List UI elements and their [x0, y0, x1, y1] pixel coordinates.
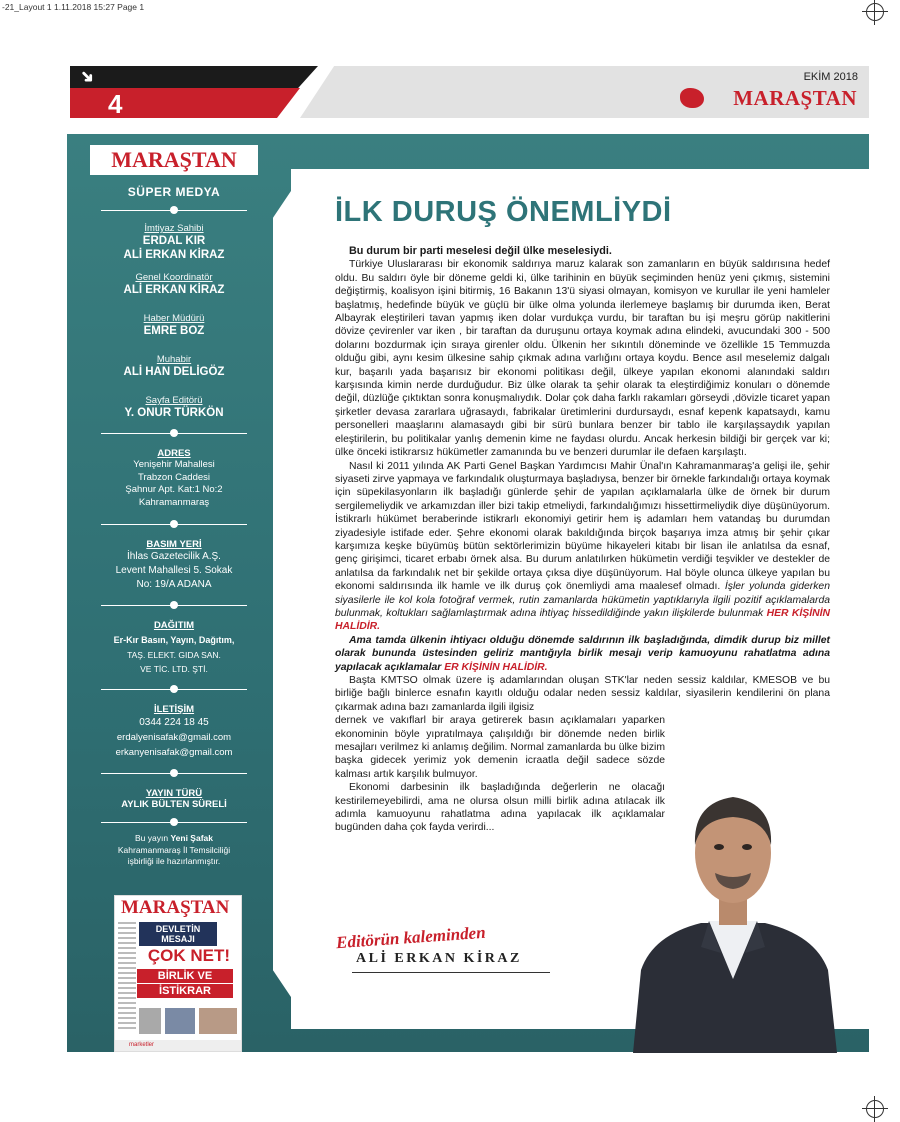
article-paragraph: dernek ve vakıflarl bir araya getirerek basın açıklamaları yaparken ekonominin böyle yıpratılmaya çalışıldığı bir dönemde neden birlik mesajları verilmez ki anlamış değilim. Normal zamanlarda bu ülke bizim başka gidecek yerimiz yok demenin icraatla değil sadece sözde kalması artık karşılık bulmuyor.: [335, 715, 665, 780]
print-line: İhlas Gazetecilik A.Ş.: [127, 551, 221, 562]
print-line: No: 19/A ADANA: [136, 579, 212, 590]
staff-name: EMRE BOZ: [143, 325, 205, 337]
publisher-name: SÜPER MEDYA: [127, 185, 221, 199]
staff-name: ALİ ERKAN KİRAZ: [123, 284, 225, 296]
divider: [101, 598, 247, 612]
header-black-band: [70, 66, 318, 88]
distribution-line: VE TİC. LTD. ŞTİ.: [140, 664, 208, 674]
contact-title: İLETİŞİM: [153, 703, 195, 715]
print-slug: -21_Layout 1 1.11.2018 15:27 Page 1: [2, 2, 145, 12]
cover-red-headline: BİRLİK VE: [137, 969, 233, 983]
staff-role: Genel Koordinatör: [135, 272, 213, 283]
article-lead: Bu durum bir parti meselesi değil ülke meselesiydi.: [349, 245, 612, 257]
distribution-line: TAŞ. ELEKT. GIDA SAN.: [127, 649, 221, 660]
staff-role: İmtiyaz Sahibi: [144, 223, 204, 234]
cover-headline: ÇOK NET!: [147, 946, 231, 965]
article-paragraph: Türkiye Uluslararası bir ekonomik saldırıya maruz kalarak son zamanların en büyük saldırısına hedef oldu. Bu saldırı öyle bir döneme geldi ki, ülke tarihinin en büyük seçiminden henüz yeni çıkmış, sistemini değiştirmiş, koalisyon işini bitirmiş, 16 Bakanın 13'ü siyasi olmayan, komisyon ve kurullar ile yeni hamleler başlatmış, hedefinde büyük ve güçlü bir ülke olma yolunda ilerlemeye başlamış bir durumda iken, Berat Albayrak eleştirileri tavan yapmış iken dolar vurdukça vurdu, bir taraftan bu işi meşru görüp nakitlerini dövize çevirenler var iken , bir taraftan da duruşunu ortaya koymak adına elindeki, avucundaki 300 - 500 dolarını bozdurmak için sıraya girenler oldu. Ülkenin her sıkıntılı döneminde ve özellikle 15 Temmuzda olduğu gibi, aynı kesim ülkesine sahip çıkmak adına varlığını ortaya koydu. Bence asıl meselemiz dalgalı kur, başarılı yada başarısız bir ekonomi politikası değil, ülkeye yapılan ekonomi alanındaki saldırı karşısında kimin nerde durduğudur. Biz ülke olarak ta şehir olarak ta eleştirdiğimiz konuları o dönemde değil, düzlüğe çıktıktan sonra konuşmalıydık. Dolar çok daha farklı rakamları görseydi ,dövizle ticaret yapan şirketler devasa zararlara uğrasaydı, fabrikalar üretimlerini durdursaydı, esnaf kepenk kapatsaydı, kamu personelleri maaşlarını alamasaydı gibi bir sürü bunlara benzer bir tablo ile karşılaşsaydık yapılan eleştirilerin, bu politikalar yanlış demenin kime ne faydası olurdu. Ancak herkesin bildiği bir gerçek var ki; ülke önceki istikrarsız hükümetler zamanında bu ve benzeri durumlar ile defaen karşılaştı.: [335, 259, 830, 459]
staff-role: Sayfa Editörü: [145, 395, 203, 406]
print-title: BASIM YERİ: [146, 539, 202, 550]
divider: [101, 517, 247, 531]
contact-email: erdalyenisafak@gmail.com: [116, 731, 232, 743]
publication-note: Bu yayın Yeni Şafak: [135, 833, 213, 843]
address-line: Trabzon Caddesi: [138, 471, 210, 483]
staff-name: ALİ ERKAN KİRAZ: [123, 249, 225, 261]
cover-text-column: [118, 922, 136, 1032]
print-line: Levent Mahallesi 5. Sokak: [115, 565, 233, 576]
staff-name: ALİ HAN DELİGÖZ: [123, 366, 225, 378]
issue-date: EKİM 2018: [803, 71, 858, 83]
signature-name: ALİ ERKAN KİRAZ: [356, 951, 522, 966]
article-paragraph: Ama tamda ülkenin ihtiyacı olduğu dönemde saldırının ilk başladığında, dimdik durup biz millet olarak bununda üstesinden geliriz mantığıyla birlik mesajı verip kamuoyunu rahatlatma adına yapılacak açıklamalar ER KİŞİNİN HALİDİR.: [335, 634, 830, 673]
article-paragraph: Nasıl ki 2011 yılında AK Parti Genel Başkan Yardımcısı Mahir Ünal'ın Kahramanmaraş'a gelişi ile, şehir siyaseti zirve yapmaya ve farkındalık oluşturmaya başladıysa, benzer bir örnekle farkındalığı ortaya koymak için süpekilasyonların ilk başladığı günlerde şehir de yapılan açıklamalarla ülke de örnek bir durum sergilemeliydik ve arkamızdan iller bizi takip etmeliydi, farkındalığımızı hissettirmeliydik diye düşünüyorum. İstikrarlı hükümet beraberinde istikrarlı ekonomiyi getirir hem iş adamları hem vatandaş bu durumdan ziyadesiyle istifade eder. Şehre ekonomi olarak bakıldığında birçok başarıya imza atmış bir şehir çıkar karşımıza keşke büyümüş bütün sektörlerimizin büyüme hikayeleri kitabı bir lisan ile anlatılsa da esnaf, genç girişimci, ticaret erbabı örnek alsa. Bu durum anlatılırken hükümetin verdiği teşvikler ve destekler de anlatılsa da farkındalık net bir şekilde ortaya çıksa diye düşünüyorum. Hal böyle olunca ülkeye yapılan bu ekonomi saldırısında ilk hamle ve ilk duruş çok önemliydi ama maalesef olmadı. İşler yolunda giderken siyasilerle ile kol kola fotoğraf vermek, rutin zamanlarda hükümetin yaptıklarıyla ilgili pozitif açıklamalarda bulunmak, koltukları sağlamlaştırmak adına ihtiyaç hissedildiğinde yakın ilişkilerde bulunmak HER KİŞİNİN HALİDİR.: [335, 460, 830, 633]
cover-footer-ad: marketler: [115, 1040, 241, 1051]
header-logo: MARAŞTAN: [733, 86, 857, 110]
header-red-band: [70, 88, 300, 118]
signature-label: Editörün kaleminden: [335, 922, 487, 953]
cover-thumbnail: [114, 895, 242, 1052]
cover-photo: [165, 1008, 195, 1034]
distribution-title: DAĞITIM: [153, 620, 195, 631]
divider: [101, 766, 247, 780]
article-paragraph: Ekonomi darbesinin ilk başladığında değerlerin ne olacağı kestirilemeyebilirdi, ama ne olursa olsun milli birlik adına atılacak ilk adımla kamuoyunu rahatlatma adına yapılacak ilk açıklamalar bugünden daha çok fayda verirdi...: [335, 782, 665, 834]
publication-type-title: YAYIN TÜRÜ: [145, 787, 203, 799]
cover-photo: [139, 1008, 161, 1034]
publication-note-line: Kahramanmaraş İl Temsilciliği: [117, 844, 231, 855]
distribution-line: Er-Kır Basın, Yayın, Dağıtım,: [113, 635, 235, 645]
contact-phone: 0344 224 18 45: [139, 716, 209, 728]
cover-band: DEVLETİN MESAJI: [139, 922, 217, 946]
publication-type: AYLIK BÜLTEN SÜRELİ: [121, 798, 227, 810]
cover-red-headline: İSTİKRAR: [137, 984, 233, 998]
divider: [101, 203, 247, 217]
staff-name: Y. ONUR TÜRKÖN: [124, 407, 224, 419]
divider: [101, 682, 247, 696]
arrow-icon: ➜: [75, 64, 100, 89]
staff-name: ERDAL KIR: [142, 235, 206, 247]
staff-role: Muhabir: [156, 354, 192, 365]
map-logo-icon: [680, 88, 704, 108]
registration-mark-icon: [866, 3, 884, 21]
address-title: ADRES: [157, 448, 191, 459]
article-body: [335, 245, 830, 835]
staff-role: Haber Müdürü: [143, 313, 205, 324]
divider: [101, 426, 247, 440]
address-line: Şahnur Apt. Kat:1 No:2: [125, 484, 223, 495]
signature-underline: [352, 972, 550, 973]
registration-mark-icon: [866, 1100, 884, 1118]
publication-note-line: işbirliği ile hazırlanmıştır.: [127, 856, 221, 866]
address-line: Kahramanmaraş: [138, 496, 210, 508]
sidebar-logo: MARAŞTAN: [90, 145, 258, 175]
divider: [101, 815, 247, 829]
cover-photo: [199, 1008, 237, 1034]
article-headline: İLK DURUŞ ÖNEMLİYDİ: [335, 196, 672, 228]
address-line: Yenişehir Mahallesi: [133, 459, 215, 470]
author-portrait: [623, 765, 843, 1053]
article-paragraph: Başta KMTSO olmak üzere iş adamlarından oluşan STK'lar neden sessiz kaldılar, KMESOB ve bu birliğe bağlı binlerce esnafın kayıtlı olduğu odalar neden sessiz kaldılar, siyasilerin kendilerini ön plana çıkarmak adına bazı zamanlarda ilgili ilgisiz: [335, 675, 830, 713]
page-number: 4: [108, 89, 123, 119]
contact-email: erkanyenisafak@gmail.com: [115, 746, 233, 758]
cover-logo: MARAŞTAN: [121, 897, 230, 918]
